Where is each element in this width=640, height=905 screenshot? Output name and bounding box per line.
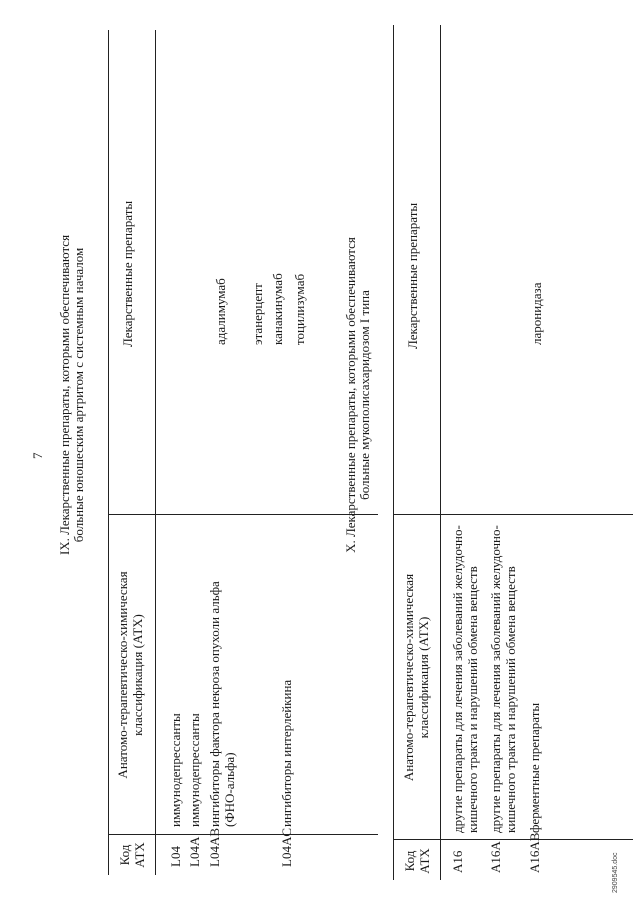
ix-drug: тоцилизумаб [292, 273, 307, 345]
ix-row-code: L04AB [207, 828, 222, 867]
x-row-code: A16AB [527, 832, 542, 873]
x-row-code: A16A [488, 841, 503, 873]
ix-header-class-line2: классификация (АТХ) [130, 614, 145, 736]
x-row-class: другие препараты для лечения заболеваний желудочно- [488, 525, 503, 833]
ix-row-class: ингибиторы интерлейкина [279, 679, 294, 827]
ix-drug: адалимумаб [213, 278, 228, 345]
ix-drug: канакинумаб [270, 273, 285, 345]
section-x-title-line2: больные мукополисахаридозом I типа [357, 290, 372, 500]
ix-row-class: иммунодепрессанты [168, 713, 183, 827]
x-row-class: ферментные препараты [527, 702, 542, 833]
section-ix-title-line1: IX. Лекарственные препараты, которыми обеспечиваются [57, 234, 72, 556]
x-header-class-line2: классификация (АТХ) [416, 616, 431, 739]
ix-header-code: Код АТХ [117, 842, 147, 868]
ix-header-drugs: Лекарственные препараты [120, 200, 135, 347]
x-drug: ларонидаза [529, 282, 544, 345]
page-number: 7 [30, 452, 45, 459]
x-header-drugs: Лекарственные препараты [405, 202, 420, 349]
x-header-class-line1: Анатомо-терапевтическо-химическая [401, 573, 416, 782]
ix-row-code: L04AC [279, 828, 294, 867]
x-row-class-cont: кишечного тракта и нарушений обмена веществ [503, 566, 518, 833]
footer-doc-id: 2909545.doc [612, 852, 619, 893]
x-row-code: A16 [450, 850, 465, 873]
ix-header-class-line1: Анатомо-терапевтическо-химическая [115, 571, 130, 779]
ix-row-class-cont: (ФНО-альфа) [222, 752, 237, 827]
x-header-code: Код АТХ [402, 848, 432, 874]
ix-row-class: иммунодепрессанты [187, 713, 202, 827]
section-x-title-line1: X. Лекарственные препараты, которыми обеспечиваются [343, 237, 358, 553]
x-row-class: другие препараты для лечения заболеваний желудочно- [450, 525, 465, 833]
ix-row-class: ингибиторы фактора некроза опухоли альфа [207, 581, 222, 827]
ix-drug: этанерцепт [250, 283, 265, 345]
ix-row-code: L04 [168, 846, 183, 867]
x-row-class-cont: кишечного тракта и нарушений обмена веществ [465, 566, 480, 833]
ix-row-code: L04A [187, 836, 202, 867]
section-ix-title-line2: больные юношеским артритом с системным началом [71, 247, 86, 543]
